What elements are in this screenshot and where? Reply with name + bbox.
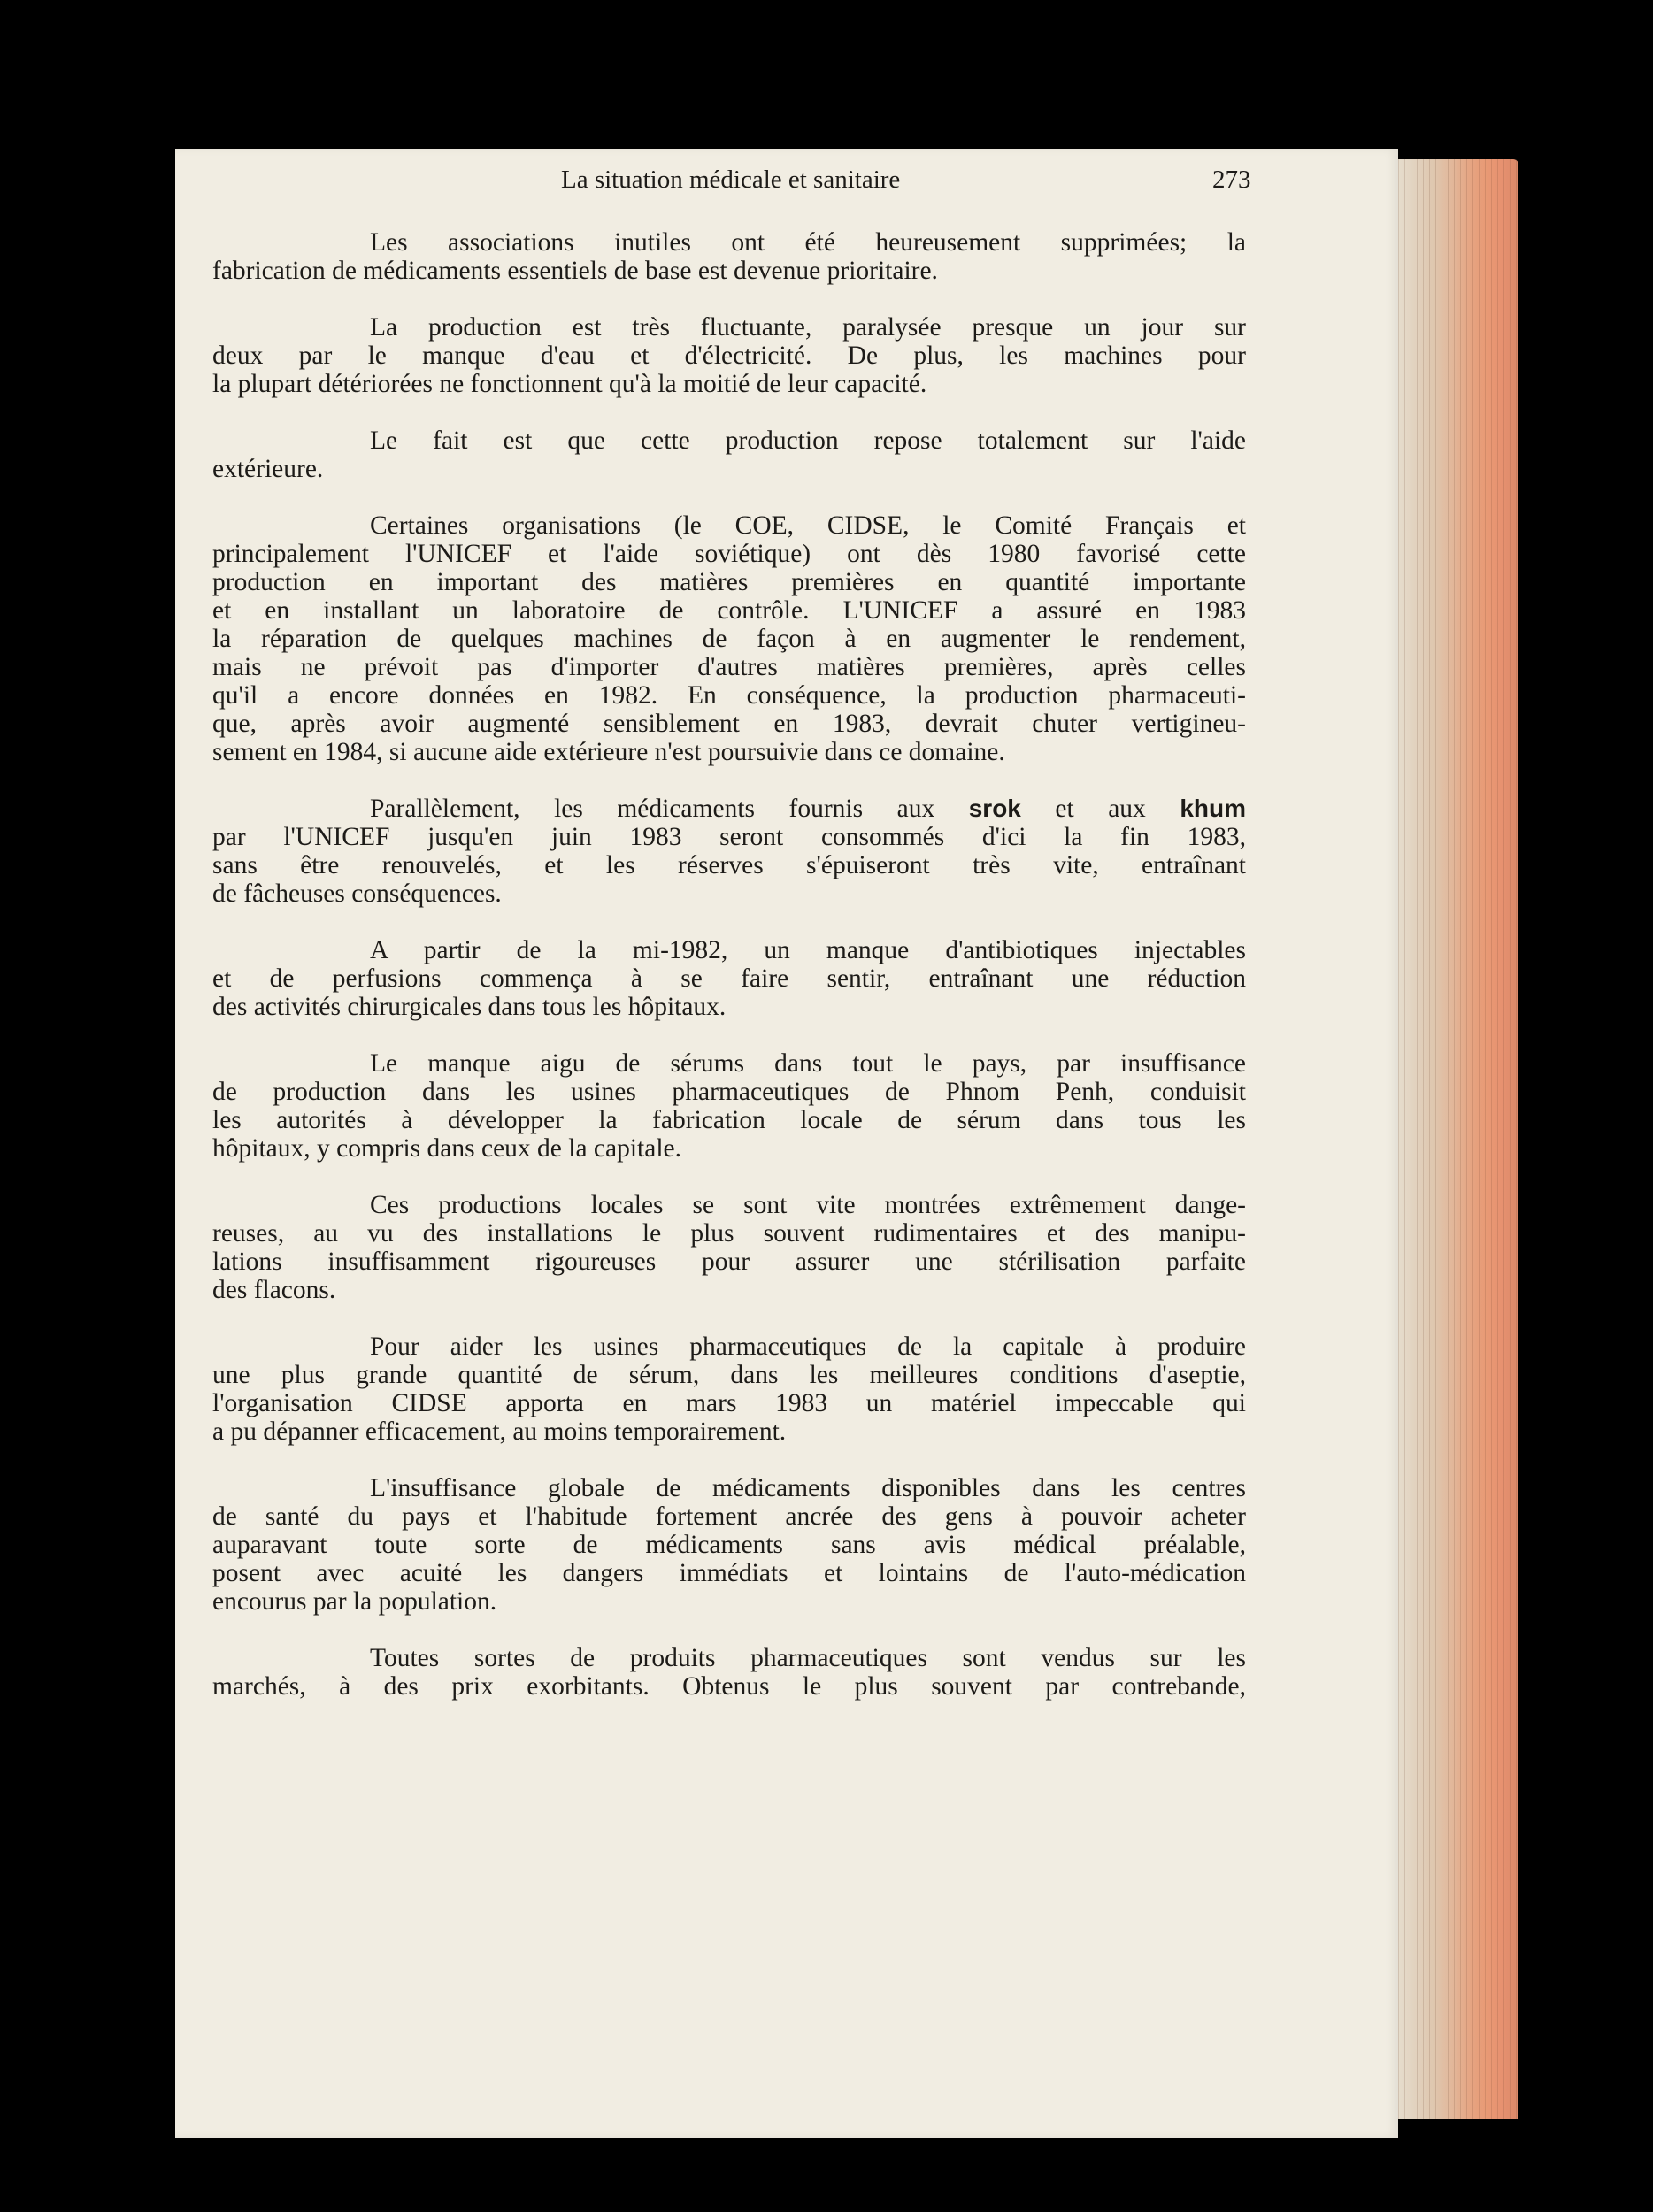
text-run: et aux — [1020, 795, 1180, 823]
paragraph-1 — [212, 228, 1246, 285]
text-line: posent avec acuité les dangers immédiats et lointains de l'auto-médication — [212, 1559, 1246, 1587]
text-line: de fâcheuses conséquences. — [212, 879, 502, 908]
text-line: deux par le manque d'eau et d'électricité. De plus, les machines pour — [212, 342, 1246, 370]
page-edges-texture — [1380, 159, 1518, 2119]
paragraph-2 — [212, 313, 1246, 398]
text-line: Le manque aigu de sérums dans tout le pays, par insuffisance — [370, 1049, 1246, 1078]
text-line: La production est très fluctuante, paralysée presque un jour sur — [370, 313, 1246, 342]
page-number: 273 — [1212, 165, 1251, 194]
text-line: lations insuffisamment rigoureuses pour assurer une stérilisation parfaite — [212, 1248, 1246, 1276]
text-line: auparavant toute sorte de médicaments sans avis médical préalable, — [212, 1531, 1246, 1559]
paragraph-5 — [212, 795, 1246, 908]
page-body — [212, 228, 1246, 1729]
text-line: par l'UNICEF jusqu'en juin 1983 seront consommés d'ici la fin 1983, — [212, 823, 1246, 851]
text-line: des flacons. — [212, 1276, 336, 1304]
paragraph-6 — [212, 936, 1246, 1021]
paragraph-7 — [212, 1049, 1246, 1163]
term-srok: srok — [968, 795, 1021, 822]
text-line: mais ne prévoit pas d'importer d'autres matières premières, après celles — [212, 653, 1246, 681]
text-line: fabrication de médicaments essentiels de base est devenue prioritaire. — [212, 257, 938, 285]
text-line: production en important des matières premières en quantité importante — [212, 568, 1246, 596]
text-line: encourus par la population. — [212, 1587, 497, 1616]
paragraph-10 — [212, 1474, 1246, 1616]
text-line: A partir de la mi-1982, un manque d'antibiotiques injectables — [370, 936, 1246, 964]
running-title: La situation médicale et sanitaire — [561, 165, 901, 194]
paragraph-3 — [212, 426, 1246, 483]
text-line: Les associations inutiles ont été heureusement supprimées; la — [370, 228, 1246, 257]
text-line: et en installant un laboratoire de contrôle. L'UNICEF a assuré en 1983 — [212, 596, 1246, 625]
term-khum: khum — [1180, 795, 1246, 822]
text-line: hôpitaux, y compris dans ceux de la capitale. — [212, 1134, 682, 1163]
text-line: que, après avoir augmenté sensiblement en 1983, devrait chuter vertigineu- — [212, 710, 1246, 738]
text-line: Ces productions locales se sont vite montrées extrêmement dange- — [370, 1191, 1246, 1219]
text-line: Certaines organisations (le COE, CIDSE, le Comité Français et — [370, 511, 1246, 540]
text-line: de production dans les usines pharmaceutiques de Phnom Penh, conduisit — [212, 1078, 1246, 1106]
text-run: Parallèlement, les médicaments fournis aux — [370, 795, 969, 823]
paragraph-8 — [212, 1191, 1246, 1304]
text-line: une plus grande quantité de sérum, dans les meilleures conditions d'aseptie, — [212, 1361, 1246, 1389]
paragraph-9 — [212, 1333, 1246, 1446]
text-line: l'organisation CIDSE apporta en mars 1983 un matériel impeccable qui — [212, 1389, 1246, 1417]
text-line: L'insuffisance globale de médicaments disponibles dans les centres — [370, 1474, 1246, 1502]
text-line: reuses, au vu des installations le plus souvent rudimentaires et des manipu- — [212, 1219, 1246, 1248]
text-line: sans être renouvelés, et les réserves s'épuiseront très vite, entraînant — [212, 851, 1246, 879]
text-line: des activités chirurgicales dans tous les hôpitaux. — [212, 993, 727, 1021]
text-line: la plupart détériorées ne fonctionnent qu'à la moitié de leur capacité. — [212, 370, 927, 398]
paragraph-4 — [212, 511, 1246, 766]
paragraph-11 — [212, 1644, 1246, 1701]
text-line: Toutes sortes de produits pharmaceutiques sont vendus sur les — [370, 1644, 1246, 1672]
text-line — [212, 795, 1246, 823]
text-line: et de perfusions commença à se faire sentir, entraînant une réduction — [212, 964, 1246, 993]
text-line: Le fait est que cette production repose totalement sur l'aide — [370, 426, 1246, 455]
text-line: la réparation de quelques machines de façon à en augmenter le rendement, — [212, 625, 1246, 653]
text-line: de santé du pays et l'habitude fortement ancrée des gens à pouvoir acheter — [212, 1502, 1246, 1531]
text-line: Pour aider les usines pharmaceutiques de la capitale à produire — [370, 1333, 1246, 1361]
text-line: qu'il a encore données en 1982. En conséquence, la production pharmaceuti- — [212, 681, 1246, 710]
text-line: extérieure. — [212, 455, 324, 483]
page-header — [389, 165, 1274, 210]
text-line: marchés, à des prix exorbitants. Obtenus le plus souvent par contrebande, — [212, 1672, 1246, 1701]
text-line: sement en 1984, si aucune aide extérieure n'est poursuivie dans ce domaine. — [212, 738, 1005, 766]
text-line: les autorités à développer la fabrication locale de sérum dans tous les — [212, 1106, 1246, 1134]
text-line: principalement l'UNICEF et l'aide soviétique) ont dès 1980 favorisé cette — [212, 540, 1246, 568]
text-line: a pu dépanner efficacement, au moins temporairement. — [212, 1417, 787, 1446]
